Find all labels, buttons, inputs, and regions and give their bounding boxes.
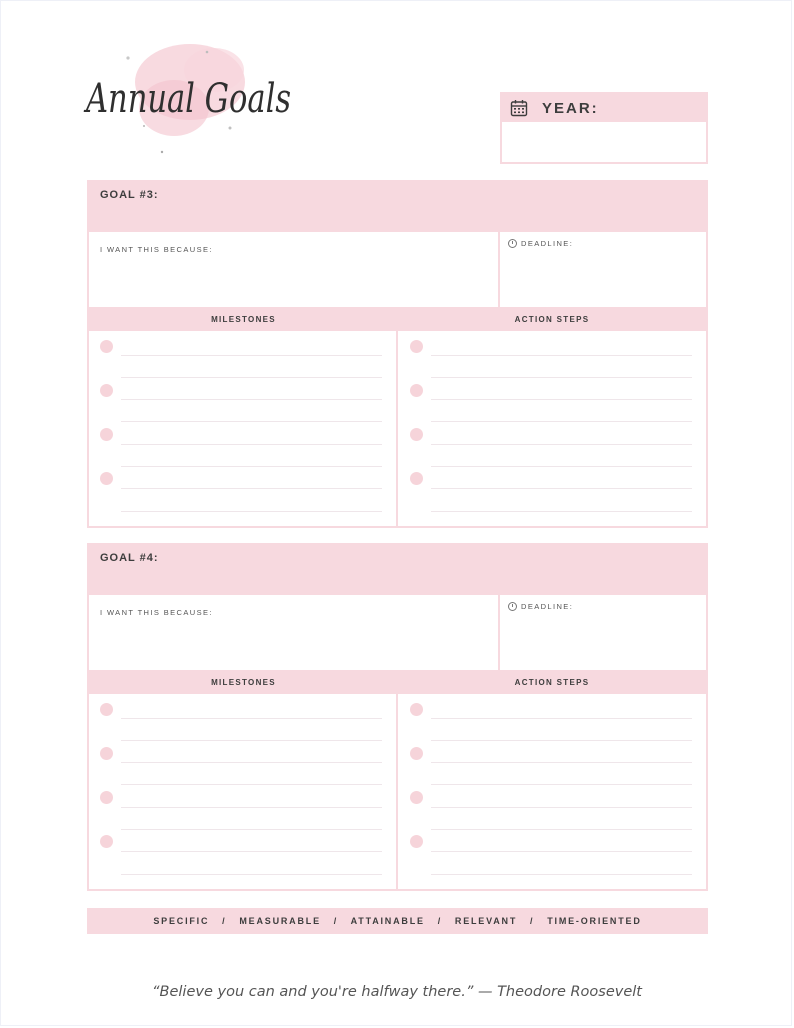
why-label: I WANT THIS BECAUSE: <box>100 245 213 254</box>
year-header <box>502 94 706 122</box>
writing-line <box>431 511 692 512</box>
writing-line <box>431 807 692 808</box>
why-field[interactable] <box>89 595 500 670</box>
milestone-bullet <box>100 384 113 397</box>
goal-label[interactable]: GOAL #3: <box>89 182 706 232</box>
writing-line <box>121 851 382 852</box>
action-steps-header: ACTION STEPS <box>514 678 590 687</box>
writing-line <box>121 718 382 719</box>
year-box <box>500 92 708 164</box>
writing-line <box>121 377 382 378</box>
action-bullet <box>410 384 423 397</box>
deadline-field[interactable] <box>500 595 706 670</box>
action-bullet <box>410 703 423 716</box>
writing-line <box>431 874 692 875</box>
writing-line <box>431 718 692 719</box>
calendar-icon <box>510 99 528 117</box>
writing-line <box>431 421 692 422</box>
year-input-area[interactable] <box>502 122 706 162</box>
why-field[interactable] <box>89 232 500 307</box>
action-bullet <box>410 791 423 804</box>
milestone-bullet <box>100 747 113 760</box>
clock-icon <box>508 239 517 248</box>
goal-block-4 <box>87 543 708 891</box>
deadline-label: DEADLINE: <box>521 602 574 611</box>
clock-icon <box>508 602 517 611</box>
milestones-header: MILESTONES <box>211 315 276 324</box>
action-bullet <box>410 340 423 353</box>
writing-line <box>431 488 692 489</box>
writing-line <box>121 355 382 356</box>
page-title <box>82 30 312 160</box>
writing-line <box>121 488 382 489</box>
writing-line <box>121 874 382 875</box>
writing-line <box>121 444 382 445</box>
action-bullet <box>410 835 423 848</box>
writing-line <box>121 784 382 785</box>
writing-line <box>431 784 692 785</box>
writing-line <box>431 444 692 445</box>
action-steps-header: ACTION STEPS <box>514 315 590 324</box>
milestone-bullet <box>100 703 113 716</box>
writing-line <box>121 807 382 808</box>
writing-line <box>121 740 382 741</box>
writing-line <box>431 851 692 852</box>
action-bullet <box>410 747 423 760</box>
writing-line <box>121 511 382 512</box>
writing-line <box>431 377 692 378</box>
milestones-header: MILESTONES <box>211 678 276 687</box>
milestone-bullet <box>100 791 113 804</box>
quote-text: “Believe you can and you're halfway there.” — Theodore Roosevelt <box>152 984 642 1000</box>
year-label: YEAR: <box>542 99 599 117</box>
goal-block-3 <box>87 180 708 528</box>
milestone-bullet <box>100 428 113 441</box>
title-text: Annual Goals <box>82 76 291 122</box>
milestone-bullet <box>100 340 113 353</box>
writing-line <box>431 829 692 830</box>
action-steps-list[interactable] <box>398 331 706 526</box>
milestone-bullet <box>100 472 113 485</box>
deadline-label: DEADLINE: <box>521 239 574 248</box>
writing-line <box>431 740 692 741</box>
writing-line <box>431 399 692 400</box>
writing-line <box>121 421 382 422</box>
writing-line <box>431 355 692 356</box>
deadline-field[interactable] <box>500 232 706 307</box>
action-bullet <box>410 472 423 485</box>
writing-line <box>431 466 692 467</box>
action-bullet <box>410 428 423 441</box>
writing-line <box>431 762 692 763</box>
writing-line <box>121 829 382 830</box>
goal-label[interactable]: GOAL #4: <box>89 545 706 595</box>
writing-line <box>121 762 382 763</box>
action-steps-list[interactable] <box>398 694 706 889</box>
smart-criteria-bar: SPECIFIC / MEASURABLE / ATTAINABLE / RELEVANT / TIME-ORIENTED <box>87 908 708 934</box>
milestones-list[interactable] <box>89 694 398 889</box>
milestones-list[interactable] <box>89 331 398 526</box>
milestone-bullet <box>100 835 113 848</box>
why-label: I WANT THIS BECAUSE: <box>100 608 213 617</box>
writing-line <box>121 399 382 400</box>
writing-line <box>121 466 382 467</box>
